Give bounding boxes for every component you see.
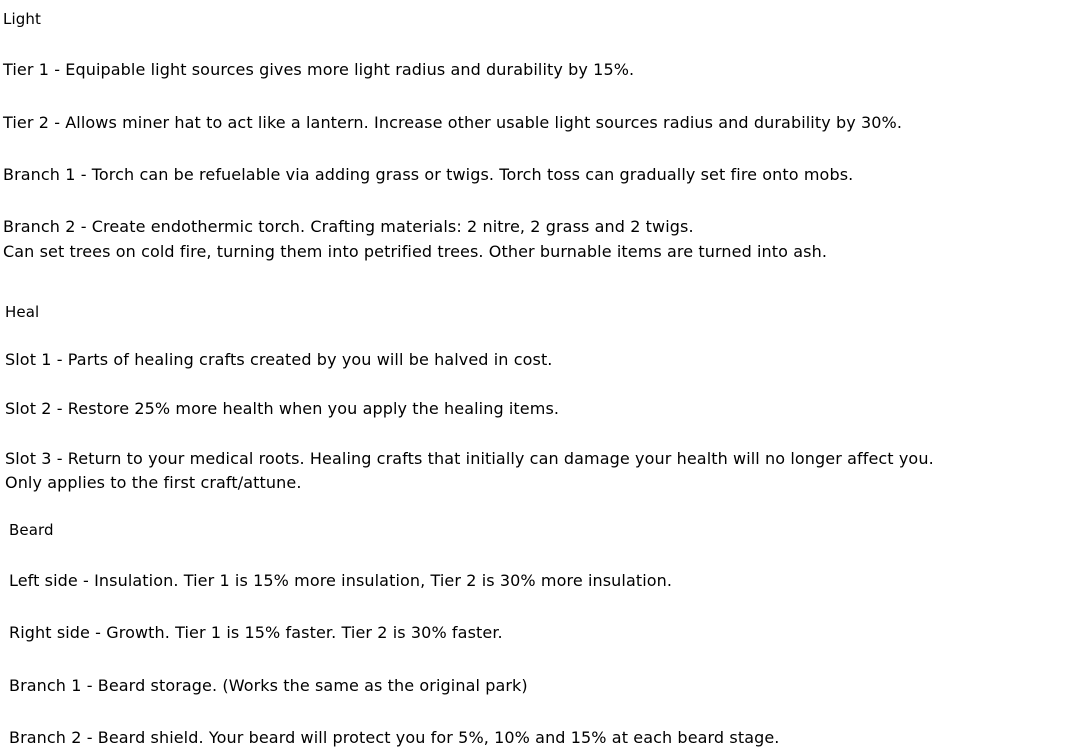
section-heading-heal: Heal (5, 303, 40, 321)
beard-right-side: Right side - Growth. Tier 1 is 15% faster. Tier 2 is 30% faster. (9, 623, 503, 642)
light-branch-2-detail: Can set trees on cold fire, turning them into petrified trees. Other burnable items are turned into ash. (3, 242, 828, 261)
light-branch-2: Branch 2 - Create endothermic torch. Crafting materials: 2 nitre, 2 grass and 2 twigs. (3, 217, 694, 236)
beard-branch-1: Branch 1 - Beard storage. (Works the same as the original park) (9, 676, 528, 695)
heal-slot-3: Slot 3 - Return to your medical roots. Healing crafts that initially can damage your health will no longer affect you. (5, 449, 934, 468)
light-branch-1: Branch 1 - Torch can be refuelable via adding grass or twigs. Torch toss can gradually set fire onto mobs. (3, 165, 854, 184)
light-tier-1: Tier 1 - Equipable light sources gives more light radius and durability by 15%. (3, 60, 635, 79)
beard-left-side: Left side - Insulation. Tier 1 is 15% more insulation, Tier 2 is 30% more insulation. (9, 571, 673, 590)
section-heading-light: Light (3, 10, 41, 28)
heal-slot-1: Slot 1 - Parts of healing crafts created by you will be halved in cost. (5, 350, 553, 369)
heal-slot-3-detail: Only applies to the first craft/attune. (5, 473, 302, 492)
light-tier-2: Tier 2 - Allows miner hat to act like a lantern. Increase other usable light sources radius and durability by 30%. (3, 113, 903, 132)
heal-slot-2: Slot 2 - Restore 25% more health when you apply the healing items. (5, 399, 560, 418)
beard-branch-2: Branch 2 - Beard shield. Your beard will protect you for 5%, 10% and 15% at each beard stage. (9, 728, 780, 747)
section-heading-beard: Beard (9, 521, 54, 539)
